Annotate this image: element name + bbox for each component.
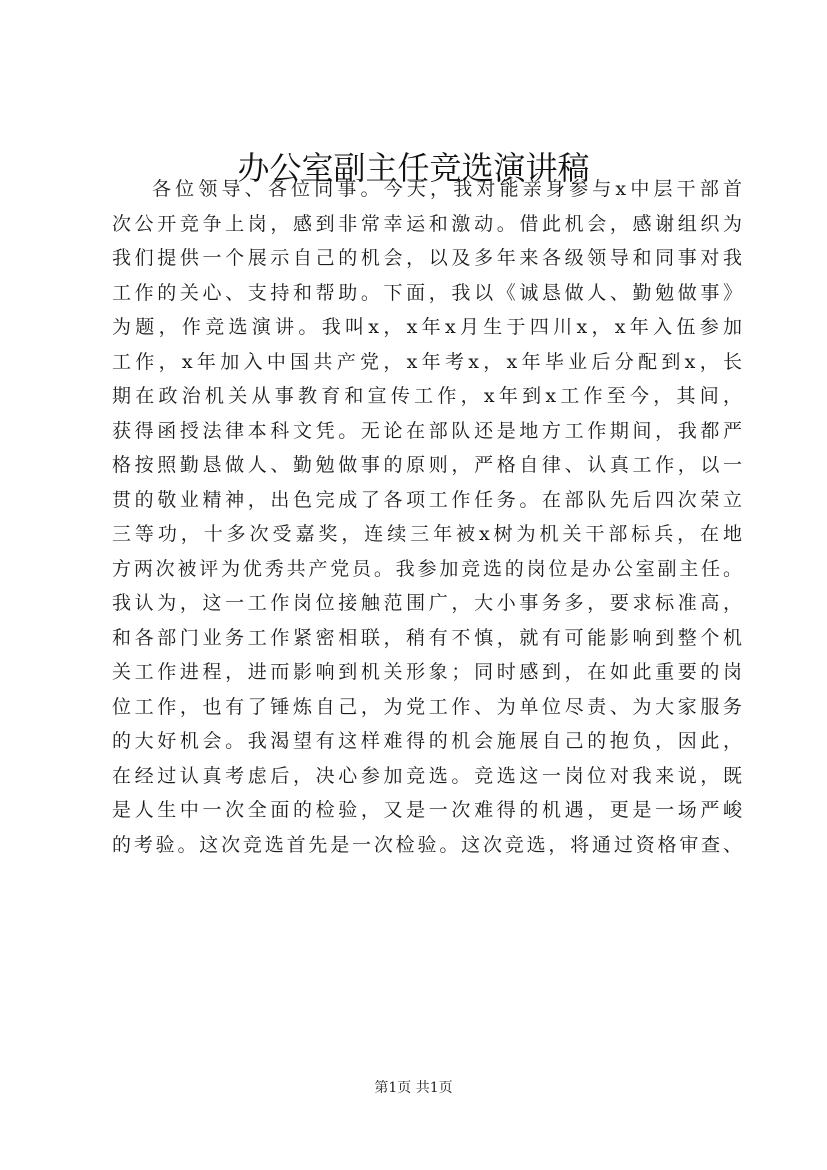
body-line: 方两次被评为优秀共产党员。我参加竞选的岗位是办公室副主任。	[112, 557, 742, 580]
body-line: 各位领导、各位同事。今天，我对能亲身参与x中层干部首	[152, 178, 742, 200]
body-line: 的大好机会。我渴望有这样难得的机会施展自己的抱负，因此，	[112, 730, 742, 752]
body-line: 期在政治机关从事教育和宣传工作，x年到x工作至今，其间，	[112, 385, 742, 407]
body-line: 为题，作竞选演讲。我叫x，x年x月生于四川x，x年入伍参加	[112, 316, 742, 338]
body-line: 三等功，十多次受嘉奖，连续三年被x树为机关干部标兵，在地	[112, 523, 742, 545]
body-line: 是人生中一次全面的检验，又是一次难得的机遇，更是一场严峻	[112, 799, 742, 821]
body-line: 获得函授法律本科文凭。无论在部队还是地方工作期间，我都严	[112, 419, 742, 442]
body-line: 格按照勤恳做人、勤勉做事的原则，严格自律、认真工作，以一	[112, 454, 742, 476]
document-body	[112, 172, 742, 862]
body-line: 的考验。这次竞选首先是一次检验。这次竞选，将通过资格审查、	[112, 833, 742, 856]
body-line: 工作的关心、支持和帮助。下面，我以《诚恳做人、勤勉做事》	[112, 281, 742, 304]
body-line: 我们提供一个展示自己的机会，以及多年来各级领导和同事对我	[112, 247, 742, 269]
body-line: 工作，x年加入中国共产党，x年考x，x年毕业后分配到x，长	[112, 350, 742, 373]
page-footer: 第1页 共1页	[374, 1080, 453, 1096]
body-line: 在经过认真考虑后，决心参加竞选。竞选这一岗位对我来说，既	[112, 764, 742, 787]
body-line: 贯的敬业精神，出色完成了各项工作任务。在部队先后四次荣立	[112, 488, 742, 511]
body-line: 位工作，也有了锤炼自己，为党工作、为单位尽责、为大家服务	[112, 695, 742, 718]
document-title: 办公室副主任竞选演讲稿	[237, 149, 590, 187]
body-line: 和各部门业务工作紧密相联，稍有不慎，就有可能影响到整个机	[112, 626, 742, 649]
body-line: 次公开竞争上岗，感到非常幸运和激动。借此机会，感谢组织为	[112, 212, 742, 235]
body-line: 我认为，这一工作岗位接触范围广，大小事务多，要求标准高，	[112, 592, 742, 614]
body-line: 关工作进程，进而影响到机关形象；同时感到，在如此重要的岗	[112, 661, 742, 683]
